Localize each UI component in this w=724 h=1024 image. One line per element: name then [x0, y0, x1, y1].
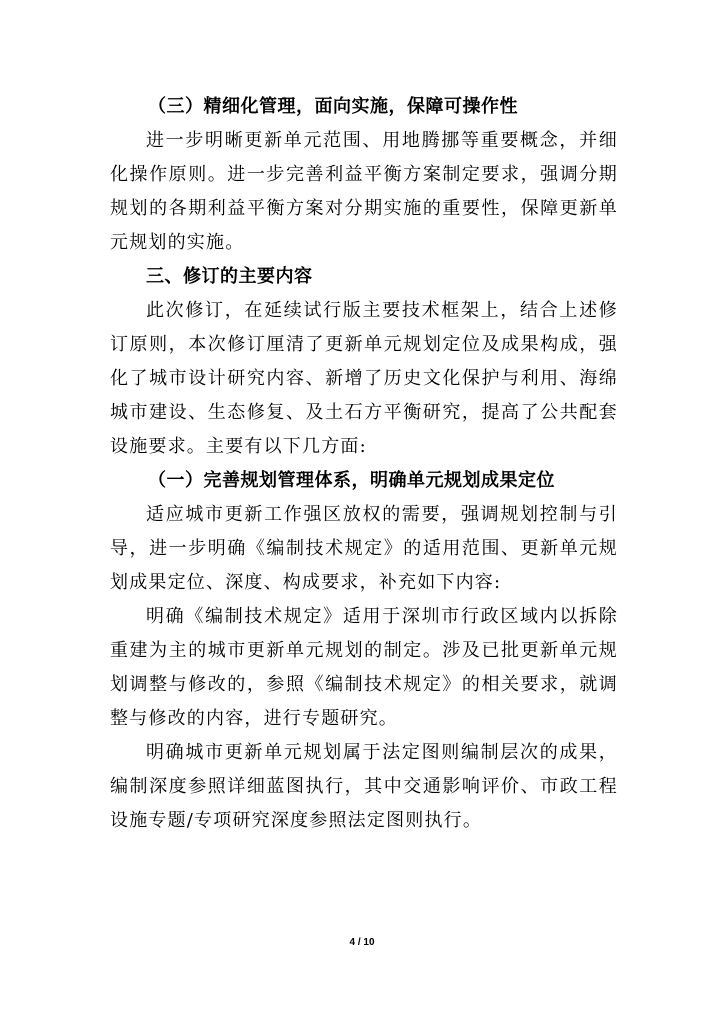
paragraph-statutory-level: 明确城市更新单元规划属于法定图则编制层次的成果，编制深度参照详细蓝图执行，其中交通影响评价、市政工程设施专题/专项研究深度参照法定图则执行。	[110, 742, 618, 831]
paragraph-planning-control: 适应城市更新工作强区放权的需要，强调规划控制与引导，进一步明确《编制技术规定》的适用范围、更新单元规划成果定位、深度、构成要求，补充如下内容:	[110, 504, 618, 593]
section-heading-3-refined-management: （三）精细化管理，面向实施，保障可操作性	[148, 96, 518, 117]
section-heading-main-revision-content: 三、修订的主要内容	[146, 266, 313, 287]
page-number: 4 / 10	[349, 937, 375, 948]
section-heading-1-planning-system: （一）完善规划管理体系，明确单元规划成果定位	[148, 470, 555, 491]
paragraph-revision-overview: 此次修订，在延续试行版主要技术框架上，结合上述修订原则，本次修订厘清了更新单元规划定位及成果构成，强化了城市设计研究内容、新增了历史文化保护与利用、海绵城市建设、生态修复、及土石方平衡研究，提高了公共配套设施要求。主要有以下几方面:	[110, 300, 618, 457]
page-body	[110, 90, 618, 838]
paragraph-scope-of-application: 明确《编制技术规定》适用于深圳市行政区域内以拆除重建为主的城市更新单元规划的制定。涉及已批更新单元规划调整与修改的，参照《编制技术规定》的相关要求，就调整与修改的内容，进行专题研究。	[110, 606, 618, 729]
paragraph-refined-management: 进一步明晰更新单元范围、用地腾挪等重要概念，并细化操作原则。进一步完善利益平衡方案制定要求，强调分期规划的各期利益平衡方案对分期实施的重要性，保障更新单元规划的实施。	[110, 130, 618, 253]
